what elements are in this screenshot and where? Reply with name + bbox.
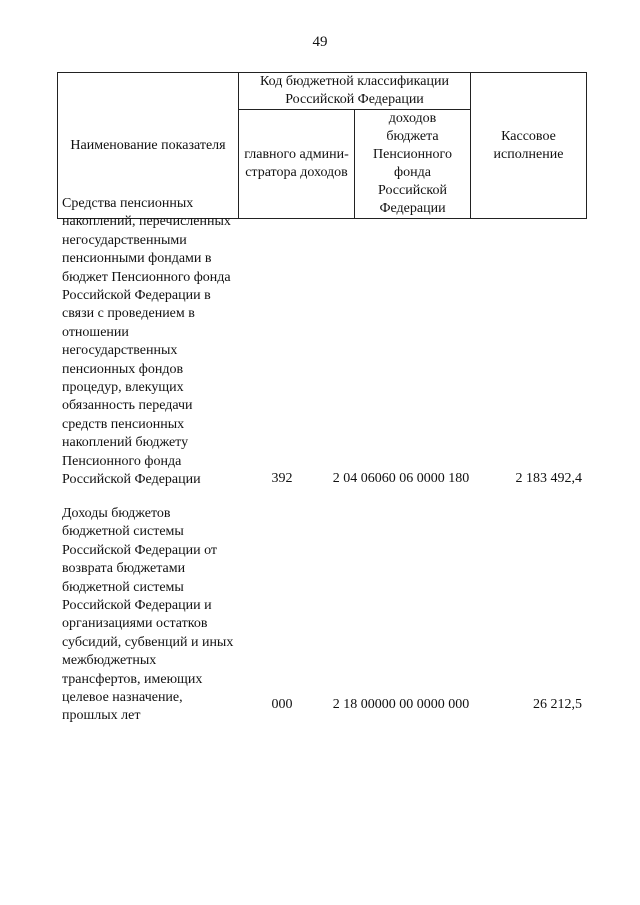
row-budget-code: 2 04 06060 06 0000 180	[332, 471, 470, 486]
income-column-header	[355, 110, 471, 219]
admin-column-header	[239, 110, 355, 219]
row-budget-code: 2 18 00000 00 0000 000	[332, 697, 470, 712]
execution-column-header	[471, 73, 587, 219]
page-number: 49	[312, 34, 328, 50]
row-value: 2 183 492,4	[515, 471, 582, 486]
row-admin-code: 000	[271, 697, 293, 712]
row-value: 26 212,5	[533, 697, 582, 712]
row-name: Средства пенсионных накоплений, перечисленных негосударственными пенсионными фондами в бюджет Пенсионного фонда Российской Федерации в связи с проведением в отношении негосударственных пенсионных фондов процедур, влекущих обязанность передачи средств пенсионных накоплений бюджету Пенсионного фонда Российской Федерации	[62, 196, 231, 488]
income-column-label: доходов бюджета Пенсионного фонда Российской Федерации	[373, 111, 452, 216]
admin-column-label: главного админи-стратора доходов	[244, 147, 349, 180]
code-group-label: Код бюджетной классификации Российской Федерации	[260, 74, 449, 107]
execution-column-label: Кассовое исполнение	[493, 128, 564, 162]
row-name: Доходы бюджетов бюджетной системы Российской Федерации от возврата бюджетами бюджетной системы Российской Федерации и организациями остатков субсидий, субвенций и иных межбюджетных трансфертов, имеющих целевое назначение, прошлых лет	[62, 506, 234, 724]
name-column-label: Наименование показателя	[70, 137, 226, 153]
code-group-header	[239, 73, 471, 110]
row-admin-code: 392	[271, 471, 293, 486]
